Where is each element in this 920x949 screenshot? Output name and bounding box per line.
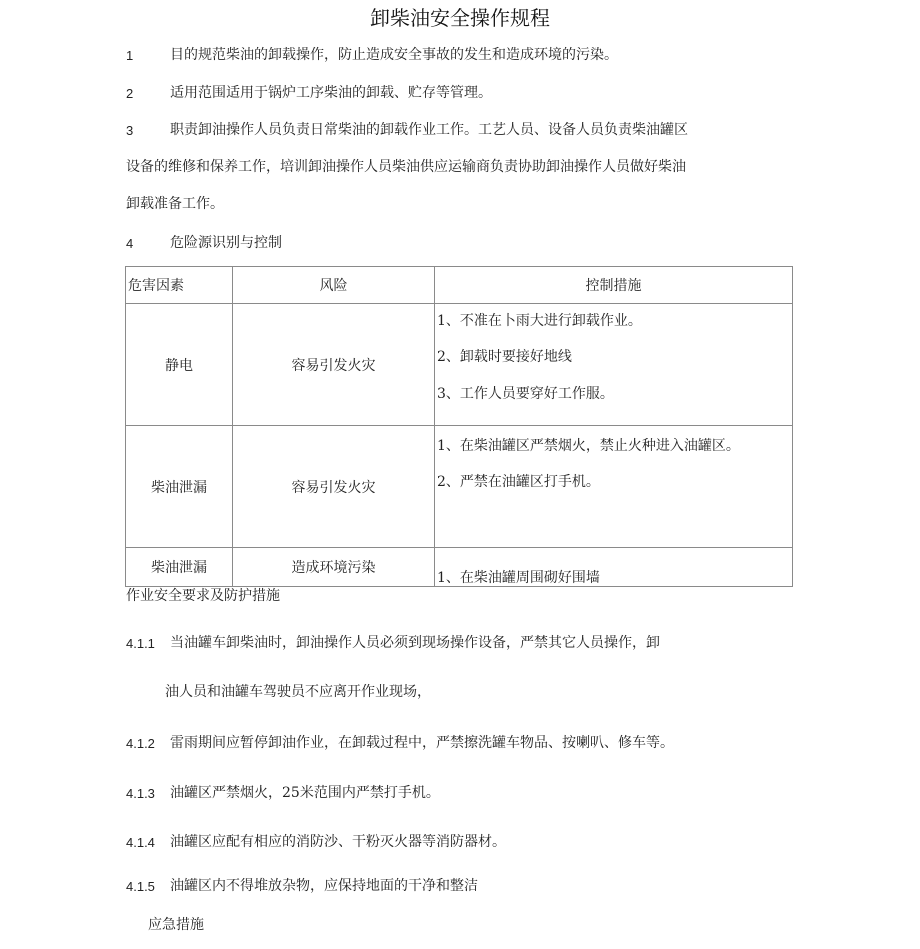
table-row [126,426,793,548]
table-row [126,548,793,587]
column-header-hazard: 危害因素 [126,267,233,304]
item-text: 当油罐车卸柴油时，卸油操作人员必须到现场操作设备，严禁其它人员操作，卸 [170,635,660,651]
hazard-table [125,266,793,587]
column-header-measures: 控制措施 [435,267,793,304]
risk-cell: 容易引发火灾 [233,426,435,548]
section-number: 3 [126,123,134,138]
measure-item: 1、在柴油罐区严禁烟火，禁止火种进入油罐区。 [437,438,740,454]
column-header-risk: 风险 [233,267,435,304]
item-number: 4.1.2 [126,736,155,751]
section-number: 1 [126,48,134,63]
measures-cell [435,426,793,548]
hazard-cell: 柴油泄漏 [126,426,233,548]
measure-item: 1、在柴油罐周围砌好围墙 [437,570,600,586]
hazard-cell: 柴油泄漏 [126,548,233,587]
item-number: 4.1.4 [126,835,155,850]
measures-cell [435,304,793,426]
item-text-continued: 油人员和油罐车驾驶员不应离开作业现场， [165,684,431,700]
measure-item: 3、工作人员要穿好工作服。 [437,386,614,402]
item-number: 4.1.1 [126,636,155,651]
section-text-continued: 设备的维修和保养工作，培训卸油操作人员柴油供应运输商负责协助卸油操作人员做好柴油 [126,159,686,175]
measure-item: 2、卸载时要接好地线 [437,349,572,365]
measure-item: 1、不准在卜雨大进行卸载作业。 [437,313,642,329]
safety-heading: 作业安全要求及防护措施 [126,588,280,604]
table-row [126,304,793,426]
emergency-heading: 应急措施 [148,917,204,933]
section-text: 目的规范柴油的卸载操作，防止造成安全事故的发生和造成环境的污染。 [170,47,618,63]
section-number: 2 [126,86,134,101]
section-text: 适用范围适用于锅炉工序柴油的卸载、贮存等管理。 [170,85,492,101]
hazard-table-container [125,266,792,585]
measure-item: 2、严禁在油罐区打手机。 [437,474,600,490]
item-text: 油罐区应配有相应的消防沙、干粉灭火器等消防器材。 [170,834,506,850]
item-text: 油罐区内不得堆放杂物，应保持地面的干净和整洁 [170,878,478,894]
section-text-continued: 卸载准备工作。 [126,196,224,212]
item-text: 油罐区严禁烟火，25米范围内严禁打手机。 [170,785,440,801]
risk-cell: 容易引发火灾 [233,304,435,426]
table-header-row [126,267,793,304]
section-number: 4 [126,236,134,251]
section-text: 职责卸油操作人员负责日常柴油的卸载作业工作。工艺人员、设备人员负责柴油罐区 [170,122,688,138]
item-text: 雷雨期间应暂停卸油作业，在卸载过程中，严禁擦洗罐车物品、按喇叭、修车等。 [170,735,674,751]
hazard-cell: 静电 [126,304,233,426]
section-text: 危险源识别与控制 [170,235,282,251]
item-number: 4.1.5 [126,879,155,894]
document-title: 卸柴油安全操作规程 [370,6,550,30]
risk-cell: 造成环境污染 [233,548,435,587]
measures-cell [435,548,793,587]
item-number: 4.1.3 [126,786,155,801]
